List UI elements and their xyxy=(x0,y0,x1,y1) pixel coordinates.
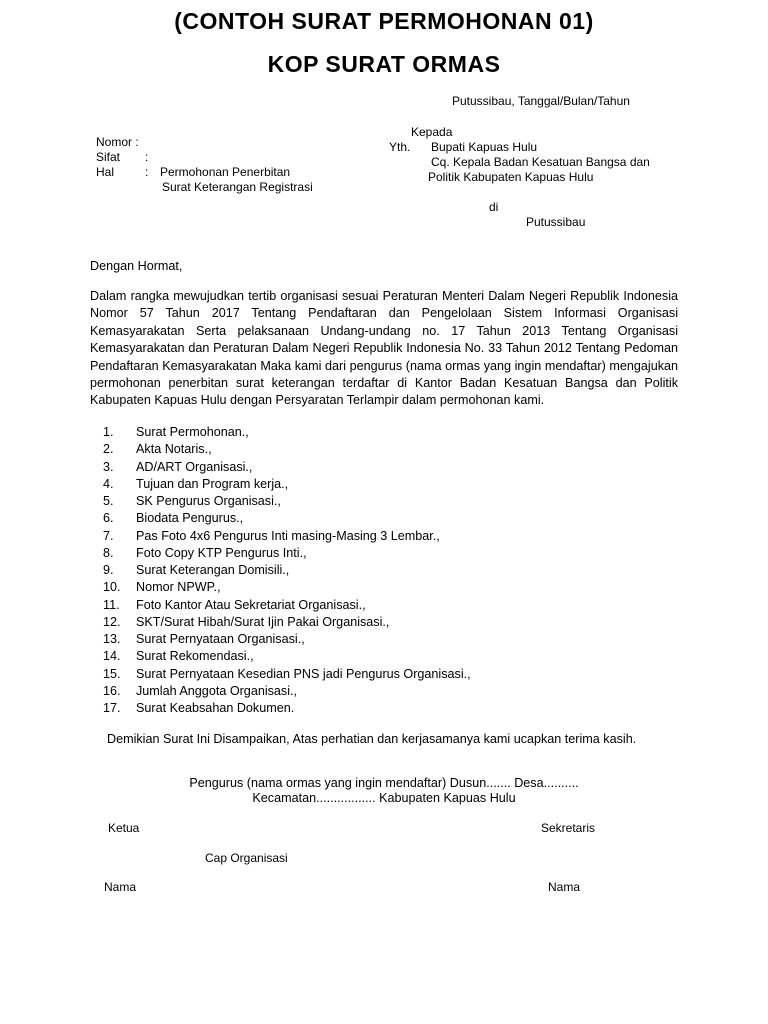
greeting: Dengan Hormat, xyxy=(90,259,183,273)
recipient-kepada: Kepada xyxy=(411,125,453,139)
hal-colon: : xyxy=(145,165,149,179)
list-item-number: 15. xyxy=(103,666,121,681)
list-item-number: 16. xyxy=(103,683,121,698)
recipient-city: Putussibau xyxy=(526,215,586,229)
list-item xyxy=(103,493,471,510)
signature-ketua-label: Ketua xyxy=(108,821,140,835)
list-item-number: 10. xyxy=(103,580,121,595)
recipient-line3: Politik Kabupaten Kapuas Hulu xyxy=(428,170,594,184)
recipient-yth: Yth. xyxy=(389,140,411,154)
list-item xyxy=(103,683,471,700)
recipient-line1: Bupati Kapuas Hulu xyxy=(431,140,538,154)
hal-subject-line1: Permohonan Penerbitan xyxy=(160,165,291,179)
list-item xyxy=(103,631,471,648)
letterhead-placeholder: KOP SURAT ORMAS xyxy=(267,51,501,77)
list-item-text: Foto Copy KTP Pengurus Inti., xyxy=(136,545,307,560)
list-item-number: 5. xyxy=(103,494,114,509)
signature-org-line2: Kecamatan................. Kabupaten Kapuas Hulu xyxy=(252,791,516,805)
list-item-number: 3. xyxy=(103,459,114,474)
list-item-text: Foto Kantor Atau Sekretariat Organisasi., xyxy=(136,597,366,612)
list-item-text: Akta Notaris., xyxy=(136,442,212,457)
list-item-text: SK Pengurus Organisasi., xyxy=(136,494,281,509)
recipient-line2: Cq. Kepala Badan Kesatuan Bangsa dan xyxy=(431,155,650,169)
list-item-text: Surat Pernyataan Kesedian PNS jadi Pengurus Organisasi., xyxy=(136,666,471,681)
list-item-text: Surat Rekomendasi., xyxy=(136,649,254,664)
place-date: Putussibau, Tanggal/Bulan/Tahun xyxy=(452,94,630,108)
list-item-text: Surat Keterangan Domisili., xyxy=(136,563,290,578)
signature-ketua-name: Nama xyxy=(104,880,137,894)
list-item-text: Surat Pernyataan Organisasi., xyxy=(136,632,305,647)
list-item xyxy=(103,562,471,579)
list-item-text: Biodata Pengurus., xyxy=(136,511,244,526)
signature-sekretaris-label: Sekretaris xyxy=(541,821,596,835)
list-item-number: 2. xyxy=(103,442,114,457)
requirements-list xyxy=(103,424,471,718)
list-item-number: 1. xyxy=(103,425,114,439)
list-item-text: Surat Permohonan., xyxy=(136,425,249,439)
list-item xyxy=(103,441,471,458)
document-title: (CONTOH SURAT PERMOHONAN 01) xyxy=(174,8,594,34)
organization-stamp-label: Cap Organisasi xyxy=(205,851,288,865)
list-item-text: Jumlah Anggota Organisasi., xyxy=(136,683,298,698)
hal-subject-line2: Surat Keterangan Registrasi xyxy=(162,180,313,194)
list-item-number: 11. xyxy=(103,597,120,612)
list-item-text: SKT/Surat Hibah/Surat Ijin Pakai Organisasi., xyxy=(136,614,390,629)
list-item xyxy=(103,579,471,596)
list-item xyxy=(103,666,471,683)
list-item xyxy=(103,700,471,717)
list-item-text: AD/ART Organisasi., xyxy=(136,459,253,474)
list-item xyxy=(103,510,471,527)
body-paragraph: Dalam rangka mewujudkan tertib organisasi sesuai Peraturan Menteri Dalam Negeri Republik Indonesia Nomor 57 Tahun 2017 Tentang Pendaftaran dan Pengelolaan Sistem Informasi Organisasi Kemasyarakatan Serta pelaksanaan Undang-undang no. 17 Tahun 2013 Tentang Organisasi Kemasyarakatan dan Peraturan Dalam Negeri Republik Indonesia No. 33 Tahun 2012 Tentang Pedoman Pendaftaran Kemasyarakatan Maka kami dari pengurus (nama ormas yang ingin mendaftar) mengajukan permohonan penerbitan surat keterangan terdaftar di Kantor Badan Kesatuan Bangsa dan Politik Kabupaten Kapuas Hulu dengan Persyaratan Terlampir dalam permohonan kami. xyxy=(90,289,678,408)
list-item-number: 14. xyxy=(103,649,121,664)
list-item-number: 17. xyxy=(103,701,121,716)
signature-sekretaris-name: Nama xyxy=(548,880,581,894)
signature-org-line1: Pengurus (nama ormas yang ingin mendaftar) Dusun....... Desa.......... xyxy=(189,776,579,790)
list-item-number: 9. xyxy=(103,563,114,578)
list-item-text: Tujuan dan Program kerja., xyxy=(136,476,289,491)
list-item-text: Surat Keabsahan Dokumen. xyxy=(136,701,295,716)
list-item xyxy=(103,459,471,476)
list-item-number: 4. xyxy=(103,476,114,491)
hal-label: Hal xyxy=(96,165,115,179)
list-item xyxy=(103,476,471,493)
list-item xyxy=(103,648,471,665)
list-item xyxy=(103,614,471,631)
list-item xyxy=(103,597,471,614)
list-item-number: 13. xyxy=(103,632,121,647)
closing-sentence: Demikian Surat Ini Disampaikan, Atas perhatian dan kerjasamanya kami ucapkan terima kasih. xyxy=(107,732,637,746)
list-item-text: Nomor NPWP., xyxy=(136,580,221,595)
recipient-di: di xyxy=(489,200,499,214)
list-item xyxy=(103,424,471,441)
list-item-number: 7. xyxy=(103,528,114,543)
list-item xyxy=(103,545,471,562)
sifat-colon: : xyxy=(145,150,149,164)
list-item-text: Pas Foto 4x6 Pengurus Inti masing-Masing 3 Lembar., xyxy=(136,528,440,543)
list-item-number: 8. xyxy=(103,545,114,560)
list-item-number: 12. xyxy=(103,614,121,629)
list-item xyxy=(103,528,471,545)
list-item-number: 6. xyxy=(103,511,114,526)
nomor-label: Nomor : xyxy=(96,135,139,149)
sifat-label: Sifat xyxy=(96,150,121,164)
